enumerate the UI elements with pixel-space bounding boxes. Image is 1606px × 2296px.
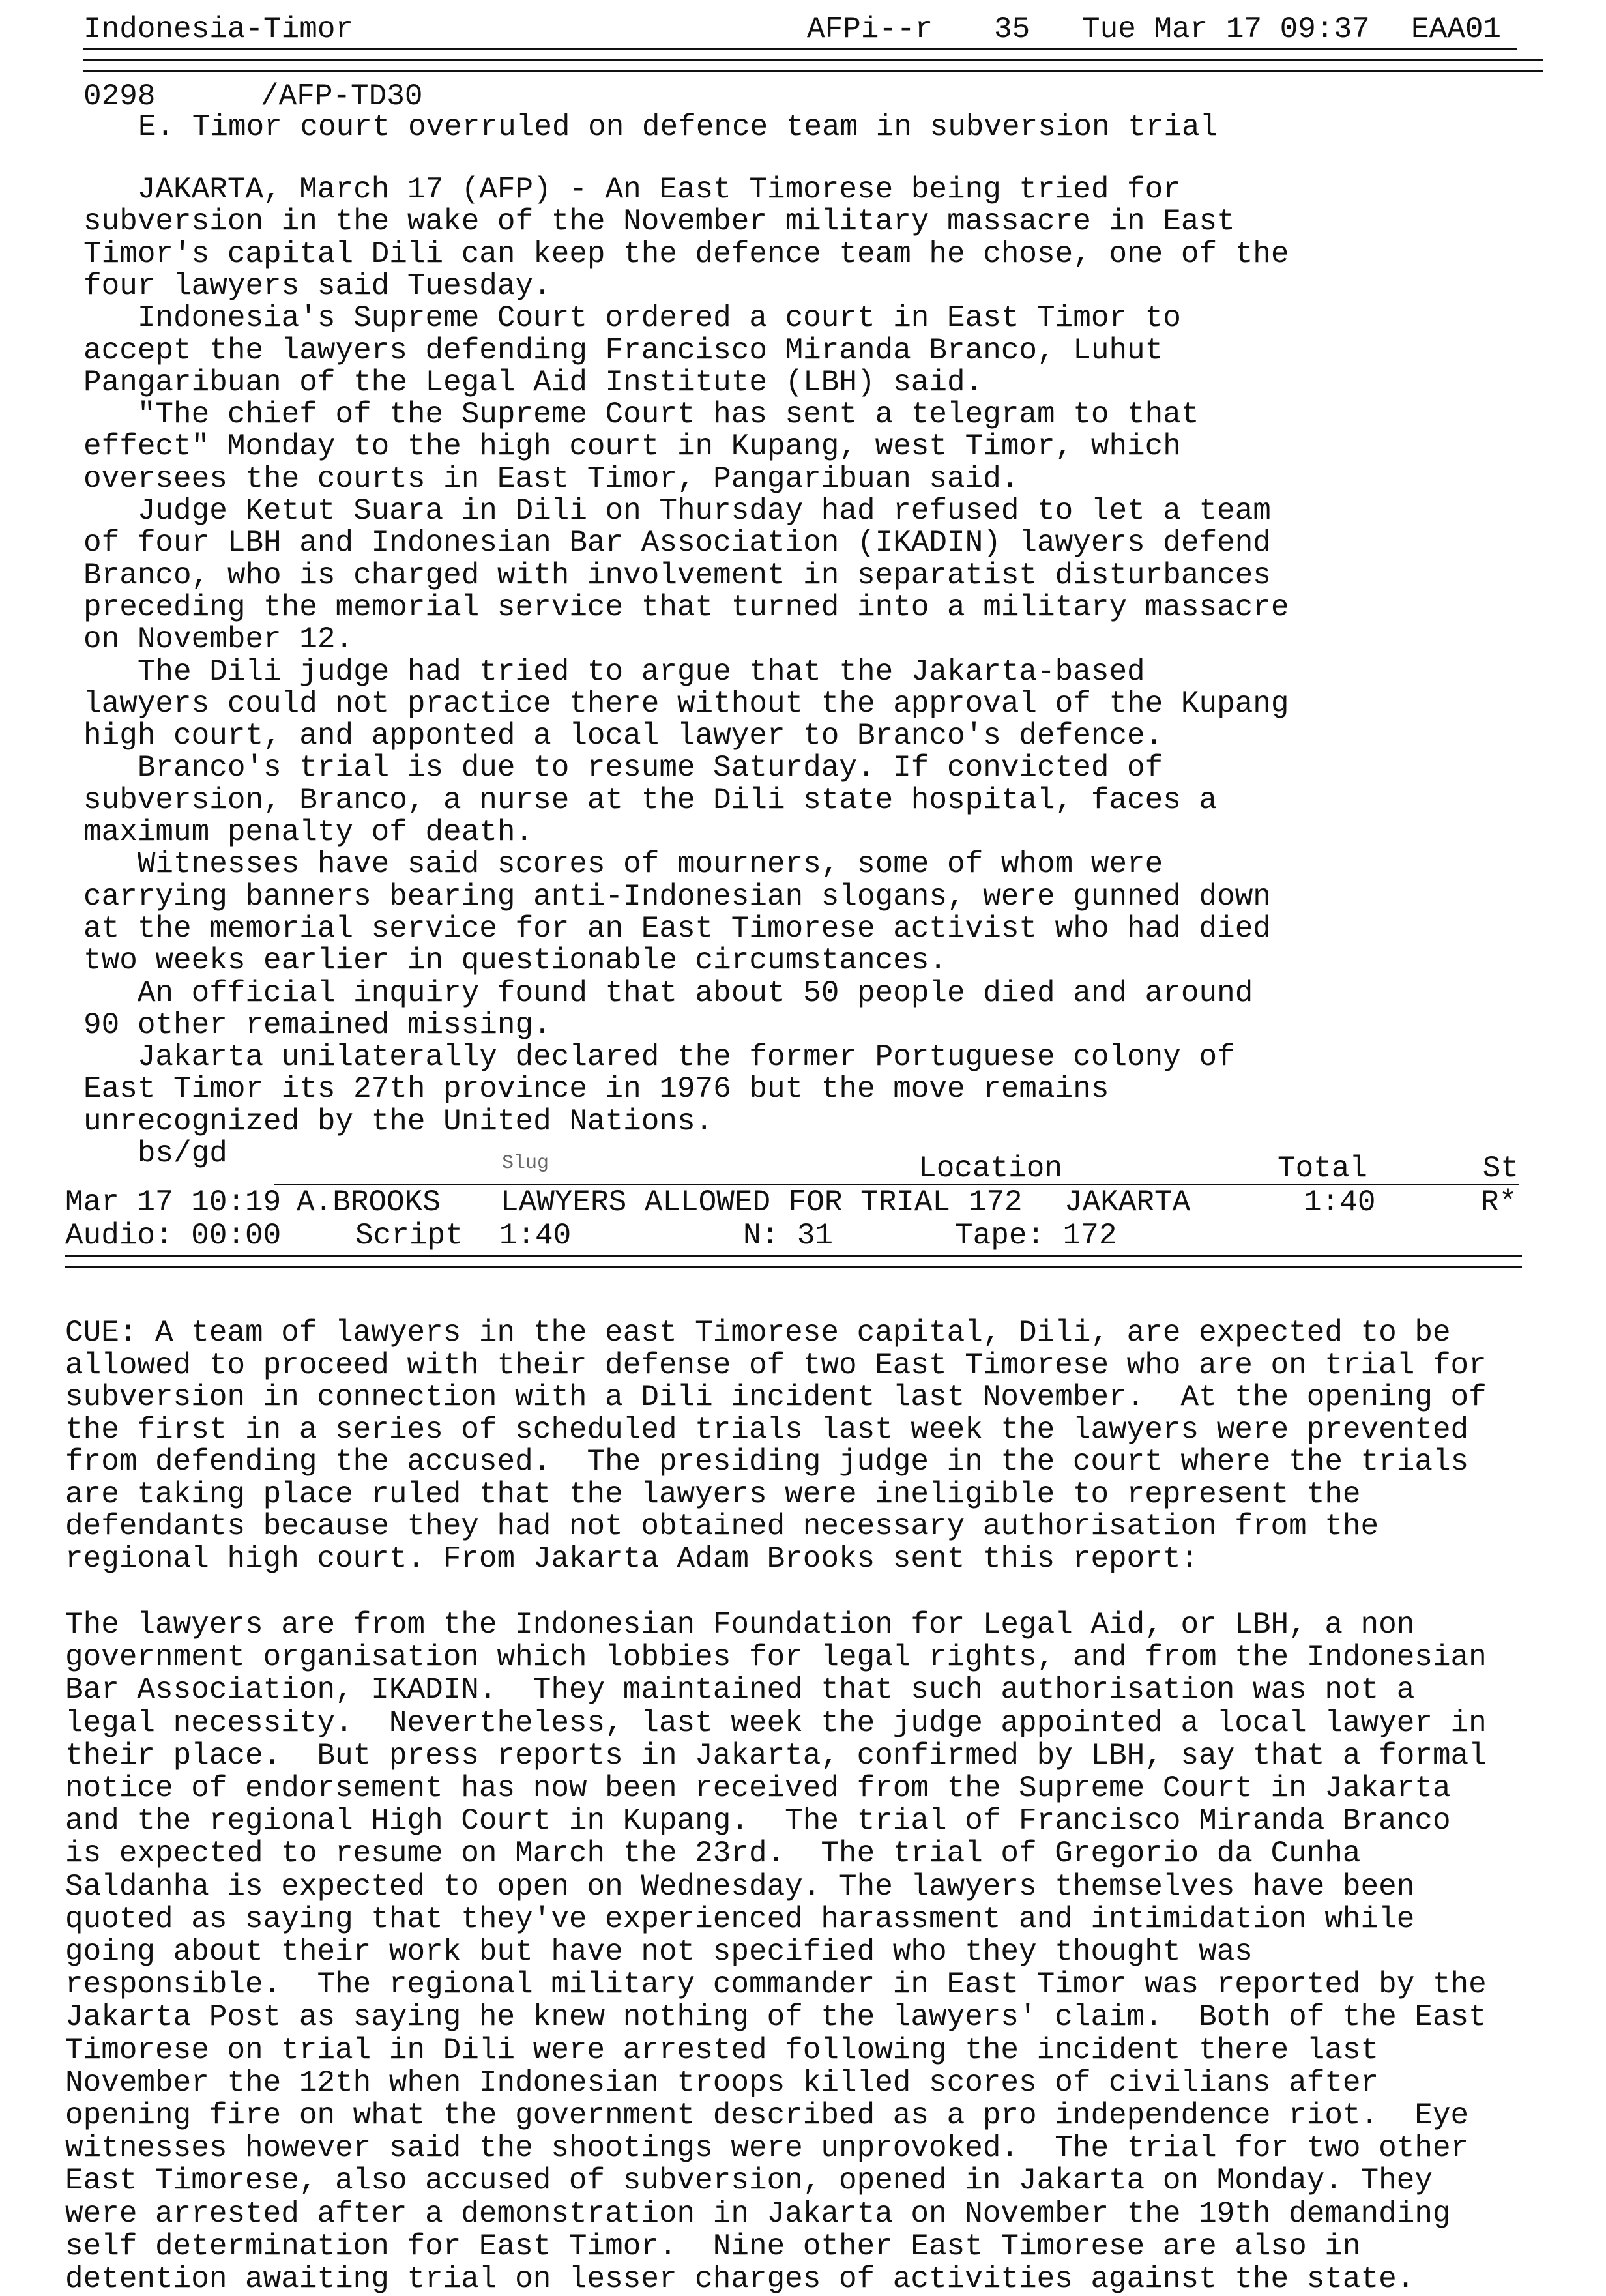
report-text-line: going about their work but have not specified who they thought was [65, 1935, 1253, 1969]
status-header: St [1375, 1154, 1519, 1185]
wire-page: 35 [994, 12, 1030, 46]
report-text-line: detention awaiting trial on lesser charges of activities against the state. [65, 2262, 1415, 2296]
row2-audio: Audio: 00:00 [65, 1219, 282, 1253]
report-text-line: The lawyers are from the Indonesian Foundation for Legal Aid, or LBH, a non [65, 1608, 1415, 1642]
report-text-line: November the 12th when Indonesian troops killed scores of civilians after [65, 2065, 1379, 2100]
wire-text-line: at the memorial service for an East Timorese activist who had died [83, 911, 1271, 946]
wire-code: AFPi--r [807, 12, 933, 46]
wire-category: Indonesia-Timor [83, 12, 354, 46]
report-text-line: their place. But press reports in Jakarta, confirmed by LBH, say that a formal [65, 1738, 1487, 1773]
wire-text-line: effect" Monday to the high court in Kupang, west Timor, which [83, 429, 1181, 464]
wire-text-line: An official inquiry found that about 50 people died and around [83, 976, 1253, 1010]
report-text-line: Timorese on trial in Dili were arrested following the incident there last [65, 2033, 1379, 2067]
wire-text-line: accept the lawyers defending Francisco Miranda Branco, Luhut [83, 333, 1163, 368]
header-underline [83, 48, 1517, 50]
row1-reporter: A.BROOKS [297, 1185, 441, 1219]
wire-text-line: Indonesia's Supreme Court ordered a court in East Timor to [83, 301, 1181, 336]
row1-location: JAKARTA [1064, 1185, 1191, 1219]
row1-datetime: Mar 17 10:19 [65, 1185, 282, 1219]
wire-text-line: of four LBH and Indonesian Bar Association (IKADIN) lawyers defend [83, 526, 1271, 560]
report-text-line: and the regional High Court in Kupang. The trial of Francisco Miranda Branco [65, 1804, 1451, 1838]
row2-tape: Tape: 172 [955, 1219, 1117, 1253]
wire-text-line: "The chief of the Supreme Court has sent a telegram to that [83, 398, 1199, 432]
wire-text-line: lawyers could not practice there without the approval of the Kupang [83, 686, 1289, 721]
wire-text-line: The Dili judge had tried to argue that the Jakarta-based [83, 654, 1145, 689]
report-text-line: is expected to resume on March the 23rd. The trial of Gregorio da Cunha [65, 1837, 1361, 1871]
report-text-line: opening fire on what the government described as a pro independence riot. Eye [65, 2099, 1469, 2132]
wire-text-line: preceding the memorial service that turned into a military massacre [83, 590, 1289, 624]
cue-text-line: regional high court. From Jakarta Adam Brooks sent this report: [65, 1541, 1199, 1576]
cue-text-line: from defending the accused. The presiding judge in the court where the trials [65, 1445, 1469, 1479]
slug-double-rule [65, 1255, 1522, 1268]
cue-text-line: allowed to proceed with their defense of two East Timorese who are on trial for [65, 1348, 1487, 1382]
wire-text-line: JAKARTA, March 17 (AFP) - An East Timorese being tried for [83, 173, 1181, 207]
wire-text-line: four lawyers said Tuesday. [83, 269, 551, 303]
wire-text-line: oversees the courts in East Timor, Pangaribuan said. [83, 461, 1019, 496]
location-header: Location [756, 1154, 1062, 1185]
wire-text-line: unrecognized by the United Nations. [83, 1104, 714, 1139]
wire-text-line: carrying banners bearing anti-Indonesian slogans, were gunned down [83, 879, 1271, 914]
row1-total: 1:40 [1304, 1185, 1376, 1219]
wire-text-line: maximum penalty of death. [83, 815, 534, 849]
wire-datetime: Tue Mar 17 09:37 [1082, 12, 1370, 46]
wire-text-line: Pangaribuan of the Legal Aid Institute (LBH) said. [83, 365, 984, 400]
wire-text-line: Jakarta unilaterally declared the former Portuguese colony of [83, 1040, 1235, 1075]
report-text-line: Saldanha is expected to open on Wednesday. The lawyers themselves have been [65, 1869, 1415, 1904]
report-text-line: legal necessity. Nevertheless, last week the judge appointed a local lawyer in [65, 1706, 1487, 1740]
report-text-line: responsible. The regional military commander in East Timor was reported by the [65, 1968, 1487, 2002]
header-double-rule [83, 59, 1543, 72]
wire-text-line: on November 12. [83, 622, 354, 657]
cue-text-line: CUE: A team of lawyers in the east Timorese capital, Dili, are expected to be [65, 1316, 1451, 1350]
report-text-line: were arrested after a demonstration in Jakarta on November the 19th demanding [65, 2196, 1451, 2231]
wire-id: EAA01 [1411, 12, 1502, 46]
cue-text-line: defendants because they had not obtained necessary authorisation from the [65, 1509, 1379, 1543]
wire-text-line: Witnesses have said scores of mourners, some of whom were [83, 847, 1163, 882]
report-text-line: East Timorese, also accused of subversion, opened in Jakarta on Monday. They [65, 2164, 1433, 2198]
report-text-line: Bar Association, IKADIN. They maintained that such authorisation was not a [65, 1673, 1415, 1707]
report-text-line: government organisation which lobbies for legal rights, and from the Indonesian [65, 1640, 1487, 1675]
wire-text-line: Judge Ketut Suara in Dili on Thursday had refused to let a team [83, 494, 1271, 528]
slug-header: Slug [502, 1152, 549, 1174]
cue-text-line: the first in a series of scheduled trials last week the lawyers were prevented [65, 1412, 1469, 1447]
row1-status: R* [1481, 1185, 1517, 1219]
wire-text-line: subversion, Branco, a nurse at the Dili state hospital, faces a [83, 783, 1218, 817]
row1-slug: LAWYERS ALLOWED FOR TRIAL 172 [501, 1185, 1023, 1219]
wire-number: 0298 [83, 80, 156, 113]
wire-text-line: Branco's trial is due to resume Saturday. If convicted of [83, 751, 1163, 785]
cue-text-line: are taking place ruled that the lawyers were ineligible to represent the [65, 1477, 1361, 1511]
wire-text-line: East Timor its 27th province in 1976 but the move remains [83, 1072, 1109, 1107]
wire-text-line: high court, and apponted a local lawyer to Branco's defence. [83, 719, 1163, 753]
report-text-line: witnesses however said the shootings were unprovoked. The trial for two other [65, 2131, 1469, 2166]
row2-script: Script 1:40 [355, 1219, 572, 1253]
report-text-line: self determination for East Timor. Nine other East Timorese are also in [65, 2229, 1361, 2263]
wire-text-line: 90 other remained missing. [83, 1008, 551, 1042]
wire-text-line: bs/gd [83, 1137, 227, 1170]
wire-text-line: subversion in the wake of the November military massacre in East [83, 205, 1235, 239]
cue-text-line: subversion in connection with a Dili incident last November. At the opening of [65, 1380, 1487, 1414]
wire-text-line: Branco, who is charged with involvement in separatist disturbances [83, 558, 1271, 592]
report-text-line: notice of endorsement has now been received from the Supreme Court in Jakarta [65, 1771, 1451, 1805]
wire-source: /AFP-TD30 [261, 80, 423, 113]
report-text-line: quoted as saying that they've experienced harassment and intimidation while [65, 1902, 1415, 1936]
total-header: Total [1062, 1154, 1375, 1185]
report-text-line: Jakarta Post as saying he knew nothing of the lawyers' claim. Both of the East [65, 2000, 1487, 2035]
row2-n: N: 31 [743, 1219, 834, 1253]
wire-headline: E. Timor court overruled on defence team in subversion trial [138, 110, 1218, 144]
wire-text-line: two weeks earlier in questionable circumstances. [83, 944, 948, 978]
wire-text-line: Timor's capital Dili can keep the defence team he chose, one of the [83, 237, 1289, 271]
